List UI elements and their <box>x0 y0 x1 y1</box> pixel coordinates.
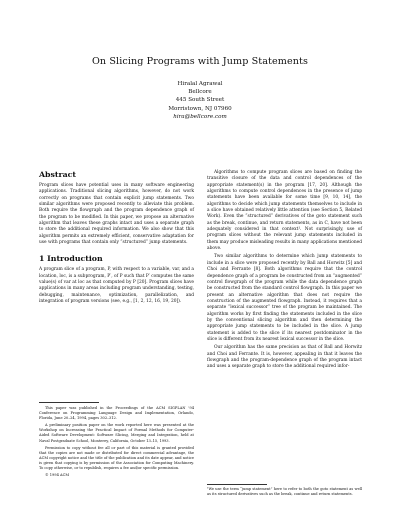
left-column <box>39 170 194 306</box>
author-street: 445 South Street <box>175 97 225 104</box>
footnote-copyright: © 1994 ACM <box>45 473 70 478</box>
footnote-rule-right <box>207 484 267 485</box>
intro-text: A program slice of a program, P, with respect to a variable, var, and a location, loc, is a subprogram, P′, of P such that P′ computes the same value(s) of var at loc as that computed by P [20]. Program slices have applications in many areas including program understanding, testing, debugging, maintenance, optimization, parallelization, and integration of program versions (see, e.g., [1, 2, 12, 16, 19, 20]). <box>39 267 194 305</box>
right-paragraph-3: Our algorithm has the same precision as that of Ball and Horwitz and Choi and Ferrante. It is, however, appealing in that it leaves the flowgraph and the program-dependence graph of the program intact and uses a separate graph to store the additional required infor- <box>207 345 362 370</box>
abstract-heading: Abstract <box>39 170 77 179</box>
intro-heading: 1 Introduction <box>39 254 103 264</box>
footnote-jump-statement: ¹We use the term “jump statement” here to refer to both the goto statement as well as its structured derivatives such as the break, continue and return statements. <box>207 487 362 497</box>
paper-title: On Slicing Programs with Jump Statements <box>91 56 309 67</box>
abstract-text: Program slices have potential uses in many software engineering applications. Traditional slicing algorithms, however, do not work correctly on programs that contain explicit jump statements. Two similar algorithms were proposed recently to alleviate this problem. Both require the flowgraph and the program dependence graph of the program to be modified. In this paper, we propose an alternative algorithm that leaves these graphs intact and uses a separate graph to store the additional required information. We also show that this algorithm permits an extremely efficient, conservative adaptation for use with programs that contain only “structured” jump statements. <box>39 183 194 246</box>
right-footnote <box>207 484 362 497</box>
footnote-workshop: A preliminary position paper on the work reported here was presented at the Workshop on Increasing the Practical Impact of Formal Methods for Computer-Aided Software Development: Software Slicing, Merging and Integration, held at Naval Postgraduate School, Monterey, California, October 13–15, 1993. <box>39 423 194 443</box>
right-paragraph-2: Two similar algorithms to determine which jump statements to include in a slice were proposed recently by Ball and Horwitz [5] and Choi and Ferrante [8]. Both algorithms require that the control dependence graph of a program be constructed from an “augmented” control flowgraph of the program while the data dependence graph be constructed from the standard control flowgraph. In this paper we present an alternative algorithm that does not require the construction of the augmented flowgraph. Instead, it requires that a separate “lexical successor” tree of the program be maintained. The algorithm works by first finding the statements included in the slice by the conventional slicing algorithm and then determining the appropriate jump statements to be included in the slice. A jump statement is added to the slice if its nearest postdominator in the slice is different from its nearest lexical successor in the slice. <box>207 254 362 342</box>
author-name: Hiralal Agrawal <box>177 81 223 87</box>
author-block <box>0 80 400 121</box>
right-paragraph-1: Algorithms to compute program slices are based on finding the transitive closure of the data and control dependences of the appropriate statement(s) in the program [17, 20]. Although the algorithms to compute control dependences in the presence of jump statements have been available for some time [9, 10, 14], the algorithms to decide which jump statements themselves to include in a slice have obtained relatively little attention (see Section 5, Related Work). Even the “structured” derivatives of the goto statement such as the break, continue, and return statements, as in C, have not been adequately considered in that context¹. Not surprisingly, use of program slices without the relevant jump statements included in them may produce misleading results in many applications mentioned above. <box>207 170 362 252</box>
author-city: Morristown, NJ 07960 <box>168 105 232 112</box>
footnote-rule <box>39 402 99 403</box>
footnote-publication: This paper was published in the Proceedings of the ACM SIGPLAN '94 Conference on Programming Language Design and Implementation, Orlando, Florida, June 20–24, 1994, pages 302–312. <box>39 406 194 421</box>
footnote-permission: Permission to copy without fee all or part of this material is granted provided that the copies are not made or distributed for direct commercial advantage, the ACM copyright notice and the title of the publication and its date appear, and notice is given that copying is by permission of the Association for Computing Machinery. To copy otherwise, or to republish, requires a fee and/or specific permission. <box>39 445 194 471</box>
right-column <box>207 170 362 371</box>
left-footnotes <box>39 402 194 480</box>
author-email: hira@bellcore.com <box>173 113 227 120</box>
author-org: Bellcore <box>188 89 212 96</box>
